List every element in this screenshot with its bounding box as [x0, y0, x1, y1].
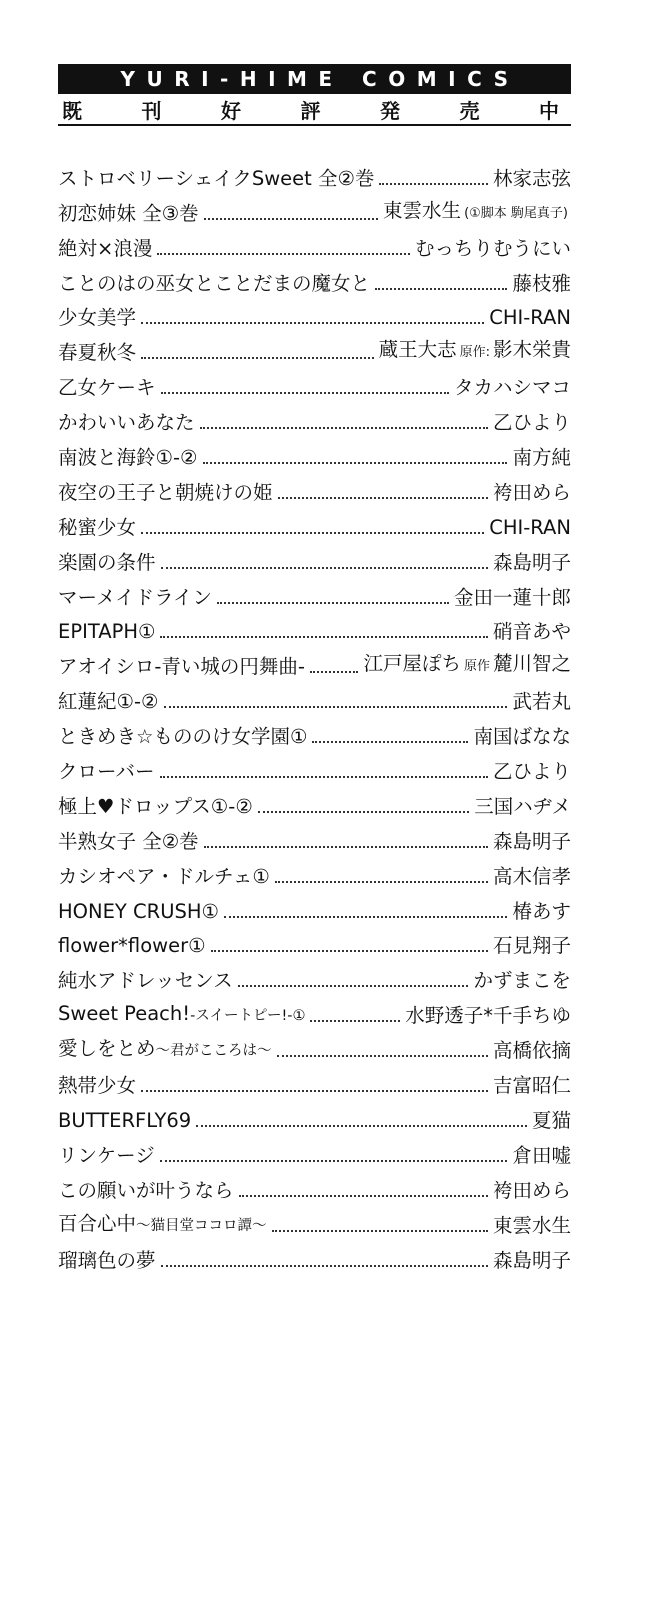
- book-title-main: BUTTERFLY69: [58, 1108, 192, 1132]
- book-title-main: かわいいあなた: [58, 411, 195, 435]
- book-entry: [58, 296, 571, 331]
- book-author: [512, 690, 571, 714]
- heading-char: 既: [62, 99, 82, 123]
- book-title-main: 南波と海鈴①-②: [58, 446, 198, 470]
- book-title-main: 秘蜜少女: [58, 515, 137, 539]
- book-entry: [58, 365, 571, 400]
- book-author: [493, 411, 571, 435]
- author-name: 林家志弦: [492, 166, 571, 190]
- book-title-main: 愛しをとめ: [58, 1037, 156, 1061]
- book-title-main: アオイシロ-青い城の円舞曲-: [58, 655, 305, 679]
- book-title-subtitle: ～猫目堂ココロ譚～: [136, 1217, 267, 1234]
- book-title-subtitle: -スイートピー!-①: [190, 1008, 306, 1025]
- book-title: [58, 481, 273, 505]
- author-name: 南国ばなな: [473, 725, 571, 749]
- author-name: 高木信孝: [492, 864, 571, 888]
- dot-leader: [160, 636, 488, 638]
- dot-leader: [164, 706, 508, 708]
- book-entry: [58, 330, 571, 365]
- book-title: [58, 1249, 156, 1273]
- book-entry: [58, 749, 571, 784]
- author-name: 硝音あや: [492, 620, 571, 644]
- dot-leader: [217, 602, 449, 604]
- book-entry: [58, 575, 571, 610]
- author-name: 東雲水生: [492, 1213, 571, 1237]
- dot-leader: [239, 1195, 488, 1197]
- book-title-subtitle: ～君がこころは～: [155, 1043, 272, 1060]
- book-title: [58, 1037, 272, 1063]
- author-name: 夏猫: [531, 1108, 571, 1132]
- book-author: [493, 865, 571, 889]
- heading-char: 刊: [141, 99, 162, 123]
- book-title: [58, 411, 195, 435]
- book-entry: [58, 505, 571, 540]
- author-name: 武若丸: [512, 690, 571, 714]
- dot-leader: [141, 1090, 488, 1092]
- author-name: CHI-RAN: [489, 306, 571, 330]
- book-author: [493, 1249, 571, 1273]
- book-title-main: 乙女ケーキ: [58, 376, 156, 400]
- dot-leader: [277, 1055, 488, 1057]
- dot-leader: [204, 846, 488, 848]
- book-author: [512, 446, 571, 470]
- original-author-name: 影木栄貴: [492, 338, 571, 362]
- book-author: [474, 795, 571, 819]
- book-title-main: カシオペア・ドルチェ①: [58, 864, 270, 888]
- book-entry: [58, 400, 571, 435]
- book-title-main: 瑠璃色の夢: [58, 1248, 156, 1272]
- dot-leader: [157, 253, 410, 255]
- book-author: [489, 306, 571, 330]
- book-entry: [58, 924, 571, 959]
- book-entry: [58, 261, 571, 296]
- book-author: [383, 199, 571, 226]
- book-entry: [58, 1133, 571, 1168]
- book-title: [58, 830, 199, 854]
- author-name: タカハシマコ: [453, 376, 571, 400]
- author-name: 乙ひより: [492, 760, 571, 784]
- book-entry: [58, 226, 571, 261]
- book-title-main: ストロベリーシェイクSweet 全②巻: [58, 166, 375, 190]
- book-title: [58, 760, 155, 784]
- book-title: [58, 655, 305, 679]
- book-title: [58, 795, 253, 819]
- book-title: [58, 1074, 136, 1098]
- book-title-main: 春夏秋冬: [58, 341, 137, 365]
- book-title: [58, 446, 198, 470]
- author-name: 金田一蓮十郎: [453, 585, 571, 609]
- dot-leader: [275, 881, 488, 883]
- book-entry: [58, 958, 571, 993]
- book-entry: [58, 854, 571, 889]
- dot-leader: [200, 427, 488, 429]
- book-title: [58, 865, 270, 889]
- book-entry: [58, 644, 571, 679]
- author-name: 石見翔子: [492, 934, 571, 958]
- book-title: [58, 1002, 305, 1028]
- book-title: [58, 900, 219, 924]
- book-entry: [58, 1063, 571, 1098]
- book-title-main: HONEY CRUSH①: [58, 899, 219, 923]
- book-author: [493, 1039, 571, 1063]
- heading-char: 発: [380, 99, 400, 123]
- book-title-main: ことのはの巫女とことだまの魔女と: [58, 271, 371, 295]
- book-author: [493, 551, 571, 575]
- author-name: 森島明子: [492, 829, 571, 853]
- book-author: [493, 1179, 571, 1203]
- author-credit-note: (①脚本 駒尾真子): [464, 205, 568, 221]
- dot-leader: [161, 567, 488, 569]
- dot-leader: [160, 1160, 508, 1162]
- book-title: [58, 1212, 267, 1238]
- author-name: 南方純: [512, 446, 571, 470]
- book-title: [58, 167, 374, 191]
- book-title-main: 紅蓮紀①-②: [58, 690, 159, 714]
- heading-char: 売: [459, 99, 480, 123]
- author-name: 森島明子: [492, 1248, 571, 1272]
- book-title-main: 楽園の条件: [58, 550, 156, 574]
- dot-leader: [375, 288, 507, 290]
- book-entry: [58, 435, 571, 470]
- book-author: [415, 237, 571, 261]
- author-name: 水野透子*千手ちゆ: [405, 1004, 571, 1028]
- dot-leader: [161, 392, 449, 394]
- book-entry: [58, 1028, 571, 1063]
- book-title: [58, 1109, 191, 1133]
- dot-leader: [312, 741, 468, 743]
- book-title: [58, 934, 206, 958]
- series-title: YURI-HIME COMICS: [120, 67, 520, 91]
- author-name: 三国ハヂメ: [474, 794, 571, 818]
- author-name: かずまこを: [473, 969, 571, 993]
- book-title: [58, 725, 307, 749]
- book-title-main: 絶対×浪漫: [58, 236, 153, 260]
- dot-leader: [258, 811, 469, 813]
- author-name: 乙ひより: [492, 411, 571, 435]
- author-name: 椿あす: [512, 899, 571, 923]
- author-name: 蔵王大志: [378, 338, 457, 362]
- heading-char: 評: [300, 99, 321, 123]
- book-title-main: 純水アドレッセンス: [58, 969, 233, 993]
- book-title-main: マーメイドライン: [58, 585, 213, 609]
- author-name: 高橋依摘: [492, 1039, 571, 1063]
- author-credit-note: 原作: [463, 659, 490, 675]
- book-title: [58, 306, 136, 330]
- book-entry: [58, 1238, 571, 1273]
- book-title-main: この願いが叶うなら: [58, 1178, 234, 1202]
- book-author: [363, 652, 571, 679]
- book-entry: [58, 156, 571, 191]
- book-author: [473, 969, 571, 993]
- book-title-main: 少女美学: [58, 306, 137, 330]
- book-title-main: 半熟女子 全②巻: [58, 829, 199, 853]
- dot-leader: [224, 916, 507, 918]
- book-title-main: Sweet Peach!: [58, 1002, 191, 1026]
- book-entry: [58, 784, 571, 819]
- book-entry: [58, 610, 571, 645]
- book-title: [58, 969, 233, 993]
- dot-leader: [161, 1265, 488, 1267]
- dot-leader: [272, 1230, 488, 1232]
- book-title-main: ときめき☆もののけ女学園①: [58, 725, 308, 749]
- dot-leader: [278, 497, 488, 499]
- book-title-main: リンケージ: [58, 1143, 155, 1167]
- book-title: [58, 272, 370, 296]
- dot-leader: [379, 183, 488, 185]
- author-name: 袴田めら: [492, 1178, 571, 1202]
- book-entry: [58, 191, 571, 226]
- heading-char: 中: [539, 99, 559, 123]
- author-credit-note: 原作:: [459, 345, 490, 361]
- book-title: [58, 376, 156, 400]
- book-list: [58, 156, 571, 1273]
- author-name: 森島明子: [492, 550, 571, 574]
- book-entry: [58, 819, 571, 854]
- dot-leader: [310, 671, 359, 673]
- author-name: CHI-RAN: [489, 515, 571, 539]
- book-entry: [58, 993, 571, 1028]
- book-author: [532, 1109, 571, 1133]
- book-entry: [58, 1098, 571, 1133]
- book-author: [405, 1004, 571, 1028]
- book-entry: [58, 889, 571, 924]
- book-entry: [58, 1203, 571, 1238]
- author-name: 吉富昭仁: [492, 1074, 571, 1098]
- book-entry: [58, 1168, 571, 1203]
- dot-leader: [203, 462, 508, 464]
- book-author: [493, 481, 571, 505]
- dot-leader: [141, 357, 374, 359]
- book-entry: [58, 714, 571, 749]
- book-title: [58, 551, 156, 575]
- book-author: [493, 760, 571, 784]
- book-title-main: flower*flower①: [58, 934, 206, 958]
- book-author: [512, 900, 571, 924]
- book-author: [473, 725, 571, 749]
- book-title-main: 極上♥ドロップス①-②: [58, 794, 253, 818]
- book-title-main: 夜空の王子と朝焼けの姫: [58, 480, 273, 504]
- book-author: [379, 338, 571, 365]
- book-author: [493, 830, 571, 854]
- author-name: 袴田めら: [492, 480, 571, 504]
- author-name: 藤枝雅: [512, 271, 571, 295]
- dot-leader: [204, 218, 378, 220]
- dot-leader: [196, 1125, 527, 1127]
- book-entry: [58, 679, 571, 714]
- book-author: [493, 167, 571, 191]
- dot-leader: [238, 985, 469, 987]
- dot-leader: [141, 322, 484, 324]
- book-entry: [58, 540, 571, 575]
- book-title-main: 百合心中: [58, 1211, 137, 1235]
- book-author: [454, 376, 571, 400]
- book-title-main: 初恋姉妹 全③巻: [58, 201, 199, 225]
- book-entry: [58, 470, 571, 505]
- dot-leader: [211, 950, 488, 952]
- book-title-main: 熱帯少女: [58, 1074, 137, 1098]
- author-name: 東雲水生: [383, 198, 462, 222]
- book-title: [58, 690, 159, 714]
- author-name: 倉田嘘: [512, 1143, 571, 1167]
- book-title: [58, 237, 152, 261]
- book-author: [493, 620, 571, 644]
- author-name: 江戸屋ぽち: [363, 652, 461, 676]
- dot-leader: [310, 1020, 400, 1022]
- book-title: [58, 202, 199, 226]
- book-author: [493, 1074, 571, 1098]
- series-banner: [58, 64, 571, 94]
- book-author: [493, 934, 571, 958]
- now-on-sale-heading: [58, 98, 571, 126]
- book-title: [58, 516, 136, 540]
- book-author: [493, 1214, 571, 1238]
- heading-char: 好: [221, 99, 241, 123]
- original-author-name: 麓川智之: [492, 652, 571, 676]
- book-title-main: クローバー: [58, 760, 155, 784]
- book-title: [58, 341, 136, 365]
- book-author: [489, 516, 571, 540]
- book-author: [512, 1144, 571, 1168]
- book-title: [58, 620, 155, 644]
- book-author: [454, 586, 571, 610]
- author-name: むっちりむうにい: [414, 236, 571, 260]
- book-title-main: EPITAPH①: [58, 620, 156, 644]
- dot-leader: [141, 532, 484, 534]
- dot-leader: [160, 776, 488, 778]
- book-title: [58, 1179, 234, 1203]
- book-title: [58, 586, 212, 610]
- book-title: [58, 1144, 155, 1168]
- book-author: [512, 272, 571, 296]
